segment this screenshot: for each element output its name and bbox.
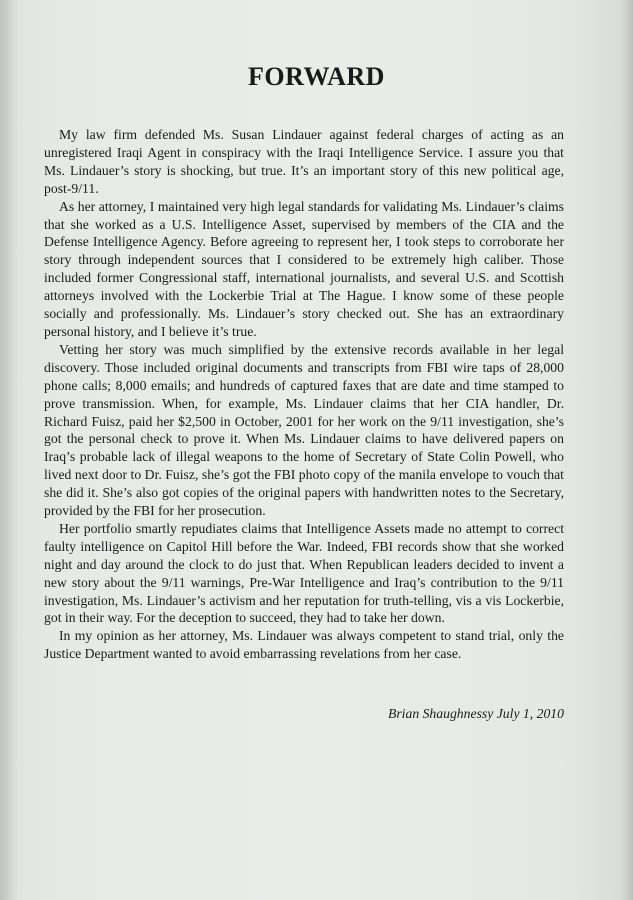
foreword-body [44,126,564,663]
paragraph-2: As her attorney, I maintained very high legal standards for validating Ms. Lindauer’s claims that she worked as a U.S. Intelligence Asset, supervised by members of the CIA and the Defense Intelligence Agency. Before agreeing to represent her, I took steps to corroborate her story through independent sources that I considered to be extremely high caliber. Those included former Congressional staff, international journalists, and several U.S. and Scottish attorneys involved with the Lockerbie Trial at The Hague. I know some of these people socially and professionally. Ms. Lindauer’s story checked out. She has an extraordinary personal history, and I believe it’s true. [44,198,564,339]
signature-line: Brian Shaughnessy July 1, 2010 [387,706,564,721]
paragraph-3: Vetting her story was much simplified by the extensive records available in her legal discovery. Those included original documents and transcripts from FBI wire taps of 28,000 phone calls; 8,000 emails; and hundreds of captured faxes that are date and time stamped to prove transmission. When, for example, Ms. Lindauer claims that her CIA handler, Dr. Richard Fuisz, paid her $2,500 in October, 2001 for her work on the 9/11 investigation, she’s got the personal check to prove it. When Ms. Lindauer claims to have delivered papers on Iraq’s probable lack of illegal weapons to the home of Secretary of State Colin Powell, who lived next door to Dr. Fuisz, she’s got the FBI photo copy of the manila envelope to vouch that she did it. She’s also got copies of the original papers with handwritten notes to the Secretary, provided by the FBI for her prosecution. [44,341,564,519]
paragraph-4: Her portfolio smartly repudiates claims that Intelligence Assets made no attempt to correct faulty intelligence on Capitol Hill before the War. Indeed, FBI records show that she worked night and day around the clock to do just that. When Republican leaders decided to invent a new story about the 9/11 warnings, Pre-War Intelligence and Iraq’s contribution to the 9/11 investigation, Ms. Lindauer’s activism and her reputation for truth-telling, vis a vis Lockerbie, got in their way. For the deception to succeed, they had to take her down. [44,520,564,626]
page-gutter-shadow [0,0,18,900]
paragraph-1: My law firm defended Ms. Susan Lindauer against federal charges of acting as an unregistered Iraqi Agent in conspiracy with the Iraqi Intelligence Service. I assure you that Ms. Lindauer’s story is shocking, but true. It’s an important story of this new political age, post-9/11. [44,127,564,196]
page-edge-shadow [621,0,633,900]
page-title: FORWARD [248,62,385,91]
paragraph-5: In my opinion as her attorney, Ms. Lindauer was always competent to stand trial, only the Justice Department wanted to avoid embarrassing revelations from her case. [44,628,564,662]
